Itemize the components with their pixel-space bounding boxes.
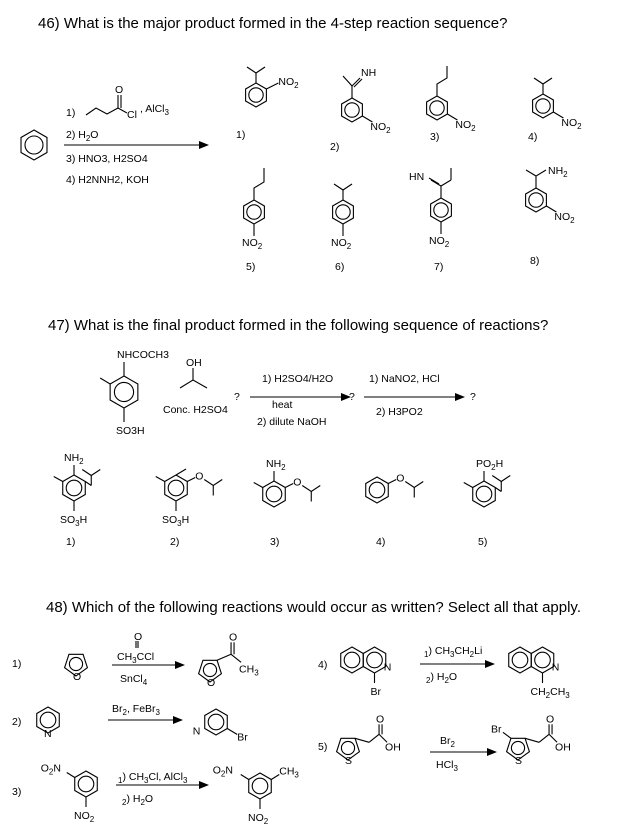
benzene-structure bbox=[21, 130, 47, 160]
dinitrobenzene-reactant bbox=[75, 771, 98, 797]
q46-step2: 2) $H_2O$ bbox=[66, 129, 99, 143]
q47-sm-acetamido: NHCOCH3 bbox=[117, 349, 169, 361]
benzene-ring bbox=[363, 647, 386, 673]
q47-alcohol: OH bbox=[186, 357, 202, 369]
q47-step-c2: 2) H3PO2 bbox=[376, 406, 423, 418]
r4-n: N bbox=[383, 661, 392, 674]
q47-step-b1: 1) H2SO4/H2O bbox=[262, 373, 334, 385]
r1-methyl: $CH_3$ bbox=[239, 663, 259, 678]
r3-nitro-left: $O_2N$ bbox=[40, 762, 61, 777]
choice-3-label: 3) bbox=[430, 131, 440, 143]
q47-step-heat: heat bbox=[272, 399, 293, 411]
benzene-ring bbox=[526, 188, 547, 212]
isoquinoline-product bbox=[509, 647, 554, 673]
benzene-ring bbox=[431, 198, 452, 222]
r5-hydroxyl: OH bbox=[385, 741, 401, 754]
r1-reagent-bottom: SnCl$_4$ bbox=[120, 673, 148, 687]
choice6-nitro: $NO_2$ bbox=[331, 237, 352, 251]
isoquinoline-reactant bbox=[341, 647, 386, 673]
benzene-ring bbox=[263, 481, 286, 507]
q48-label-1: 1) bbox=[12, 658, 22, 670]
r3-methyl: $CH_3$ bbox=[279, 765, 299, 780]
benzene-ring bbox=[509, 647, 532, 673]
choice5-phosphinic: $PO_2H$ bbox=[476, 458, 504, 472]
q47-unknown-1: ? bbox=[234, 391, 240, 403]
q48-title: 48) Which of the following reactions would occur as written? Select all that apply. bbox=[46, 599, 581, 616]
furan-product bbox=[199, 660, 222, 689]
acetyl-chloride bbox=[134, 631, 142, 648]
choice-4-label: 4) bbox=[528, 131, 538, 143]
choice4-nitro: $NO_2$ bbox=[561, 117, 582, 131]
q47-unknown-3: ? bbox=[470, 391, 476, 403]
q47-choice-4-label: 4) bbox=[376, 536, 386, 548]
dinitrotoluene-product bbox=[249, 773, 272, 799]
q48-label-5: 5) bbox=[318, 741, 328, 753]
q47-choice-2-label: 2) bbox=[170, 536, 180, 548]
furan-reactant bbox=[65, 654, 88, 683]
furan-reactant-heteroatom: O bbox=[73, 671, 82, 683]
choice2-imine: NH bbox=[361, 67, 377, 79]
q47-reagent-a: Conc. H2SO4 bbox=[163, 404, 228, 416]
r4-ethyl: $CH_2CH_3$ bbox=[530, 686, 570, 700]
benzene-ring bbox=[110, 376, 138, 408]
choice1-nitro: $NO_2$ bbox=[278, 76, 299, 90]
benzene-ring bbox=[165, 475, 188, 501]
choice7-nitro: $NO_2$ bbox=[429, 235, 450, 249]
q47-answer-choices bbox=[54, 452, 511, 548]
choice-6-label: 6) bbox=[335, 261, 345, 273]
choice8-nitro: $NO_2$ bbox=[554, 211, 575, 225]
thiophene-acid-reactant bbox=[337, 738, 360, 767]
benzene-ring bbox=[531, 647, 554, 673]
isopropanol-structure bbox=[180, 368, 207, 388]
choice3-nitro: $NO_2$ bbox=[455, 119, 476, 133]
q47-sm-sulfonic-acid: SO3H bbox=[116, 425, 145, 437]
choice1-sulfonic: $SO_3H$ bbox=[60, 514, 88, 528]
q46-step1-chloride: Cl bbox=[127, 109, 137, 121]
ketone-oxygen: O bbox=[229, 631, 238, 644]
r3-product-nitro-bottom: $NO_2$ bbox=[248, 812, 269, 826]
q47-unknown-2: ? bbox=[349, 391, 355, 403]
choice4-ether-oxygen: O bbox=[396, 472, 405, 485]
q46-step1-reagent: , AlCl$_3$ bbox=[140, 103, 169, 117]
benzene-ring bbox=[244, 200, 265, 224]
r2-product-n: N bbox=[192, 725, 201, 738]
choice-2-label: 2) bbox=[330, 141, 340, 153]
r2-pyridine-n: N bbox=[44, 728, 52, 740]
choice7-hydrazone: HN bbox=[409, 171, 425, 183]
q48-reactions bbox=[12, 631, 571, 826]
r3-step2: $_2$) $H_2O$ bbox=[122, 793, 154, 807]
benzene-ring bbox=[341, 647, 364, 673]
r3-product-nitro-left: $O_2N$ bbox=[212, 764, 233, 779]
r2-bromine: Br bbox=[237, 731, 248, 744]
r4-step1: $_1$) $CH_3CH_2Li$ bbox=[424, 645, 483, 659]
choice-1-label: 1) bbox=[236, 129, 246, 141]
choice8-amine: $NH_2$ bbox=[548, 165, 568, 179]
benzene-ring bbox=[473, 481, 496, 507]
choice-7-label: 7) bbox=[434, 261, 444, 273]
q47-step-b2: 2) dilute NaOH bbox=[257, 416, 327, 428]
q46-step1-number: 1) bbox=[66, 107, 76, 119]
r4-product-n: N bbox=[551, 661, 560, 674]
choice5-nitro: $NO_2$ bbox=[242, 237, 263, 251]
choice2-nitro: $NO_2$ bbox=[370, 121, 391, 135]
q46-step4: 4) H2NNH2, KOH bbox=[66, 174, 149, 186]
benzene-ring bbox=[366, 477, 389, 503]
benzene-ring bbox=[21, 130, 47, 160]
benzene-ring bbox=[246, 83, 267, 107]
r5-product-carbonyl-oxygen: O bbox=[546, 713, 555, 726]
q46-title: 46) What is the major product formed in the 4-step reaction sequence? bbox=[38, 15, 508, 32]
thiophene-acid-reactant-heteroatom: S bbox=[345, 755, 353, 767]
q48-label-2: 2) bbox=[12, 716, 22, 728]
q47-title: 47) What is the final product formed in the following sequence of reactions? bbox=[48, 317, 549, 334]
q47-step-c1: 1) NaNO2, HCl bbox=[369, 373, 440, 385]
choice1-amine: $NH_2$ bbox=[64, 452, 84, 466]
acetyl-chloride-oxygen: O bbox=[134, 631, 143, 643]
furan-product-heteroatom: O bbox=[207, 677, 216, 689]
choice2-sulfonic: $SO_3H$ bbox=[162, 514, 190, 528]
choice-8-label: 8) bbox=[530, 255, 540, 267]
pyridine-product bbox=[205, 709, 228, 735]
q48-label-4: 4) bbox=[318, 659, 328, 671]
q46-step3: 3) HNO3, H2SO4 bbox=[66, 153, 148, 165]
r5-product-hydroxyl: OH bbox=[555, 741, 571, 754]
r3-nitro-bottom: $NO_2$ bbox=[74, 810, 95, 824]
r1-reagent-top: $CH_3CCl$ bbox=[117, 651, 155, 665]
r2-reagent: $Br_2$, FeBr$_3$ bbox=[112, 703, 160, 717]
q48-label-3: 3) bbox=[12, 786, 22, 798]
svg-text:O: O bbox=[115, 84, 124, 96]
q47-choice-5-label: 5) bbox=[478, 536, 488, 548]
benzene-ring bbox=[342, 98, 363, 122]
thiophene-acid-product bbox=[507, 738, 530, 767]
choice3-ether-oxygen: O bbox=[293, 476, 302, 489]
benzene-ring bbox=[427, 96, 448, 120]
choice-5-label: 5) bbox=[246, 261, 256, 273]
r3-step1: $_1$) $CH_3Cl$, AlCl$_3$ bbox=[118, 771, 188, 785]
r5-carbonyl-oxygen: O bbox=[376, 713, 385, 726]
choice3-amine: $NH_2$ bbox=[266, 458, 286, 472]
q46-answer-choices bbox=[236, 66, 582, 273]
benzene-ring bbox=[333, 200, 354, 224]
benzene-ring bbox=[533, 94, 554, 118]
q47-choice-3-label: 3) bbox=[270, 536, 280, 548]
benzene-ring bbox=[63, 475, 86, 501]
thiophene-acid-product-heteroatom: S bbox=[515, 755, 523, 767]
r5-reagent-bottom: HCl$_3$ bbox=[436, 759, 458, 773]
q47-starting-material bbox=[100, 362, 138, 422]
acyl-chloride-structure bbox=[86, 84, 127, 115]
r5-reagent-top: $Br_2$ bbox=[440, 735, 455, 749]
r4-step2: $_2$) $H_2O$ bbox=[426, 671, 458, 685]
choice2-ether-oxygen: O bbox=[195, 470, 204, 483]
r5-bromine: Br bbox=[490, 723, 502, 736]
q47-choice-1-label: 1) bbox=[66, 536, 76, 548]
r4-bromine: Br bbox=[370, 686, 381, 698]
